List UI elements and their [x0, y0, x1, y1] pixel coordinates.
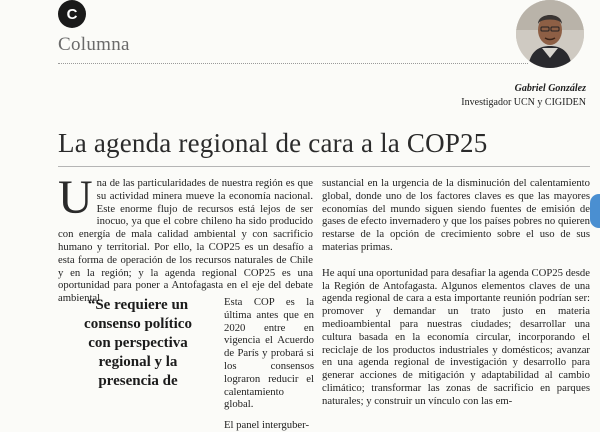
author-name: Gabriel González	[514, 83, 586, 94]
article-left-column	[58, 171, 313, 305]
intro-text: na de las particularidades de nuestra región es que su actividad minera mueve la economía nacional. Este enorme flujo de recursos está lejos de ser inocuo, ya que el cobre chileno ha sido producido con energía de mala calidad ambiental y con sacrificio humano y territorial. Por ello, la COP25 es un desafío a esta forma de operación de los recursos naturales de Chile y en la región; y la agenda regional COP25 es una oportunidad para poner a Antofagasta en el eje del debate ambiental.	[58, 177, 313, 305]
intro-paragraph	[58, 171, 313, 305]
author-role: Investigador UCN y CIGIDEN	[461, 97, 586, 108]
article-title: La agenda regional de cara a la COP25	[58, 128, 488, 158]
section-label: Columna	[58, 34, 130, 55]
column-badge	[58, 0, 86, 28]
drop-cap: U	[58, 171, 93, 224]
header-divider	[58, 63, 528, 64]
author-byline	[461, 82, 586, 110]
side-scroll-tab[interactable]	[590, 194, 600, 228]
title-rule	[58, 166, 590, 167]
pull-quote: “Se requiere un consenso político con perspectiva regional y la presencia de	[84, 297, 192, 389]
author-portrait-image	[516, 0, 584, 68]
narrow-paragraph: Esta COP es la última antes que en 2020 entre en vigencia el Acuerdo de París y probará si los consensos lograron reducir el calentamiento global.	[224, 296, 314, 411]
narrow-column	[224, 296, 314, 432]
right-paragraph-2: He aquí una oportunidad para desafiar la agenda COP25 desde la Región de Antofagasta. Algunos elementos claves de una agenda regional de cara a esta importante reunión podrían ser: promover y demandar un trato justo en materia medioambiental para nuestras ciudades; desarrollar una cultura basada en la economía circular, incorporando el reciclaje de los productos industriales y domésticos; avanzar en una agenda regional de investigación y desarrollo para generar acciones de mitigación y adaptabilidad al cambio climático; transformar las zonas de sacrificio en parques naturales; y construir un vínculo con las em-	[322, 266, 590, 407]
narrow-paragraph-2: El panel interguber-	[224, 419, 310, 432]
author-photo	[516, 0, 584, 68]
badge-letter: C	[66, 5, 78, 23]
right-paragraph-1: sustancial en la urgencia de la disminución del calentamiento global, donde uno de los factores claves es que las mayores economías del mundo siguen siendo fuentes de emisión de gases de efecto invernadero y que los países pobres no quieren restarse de la opción de crecimiento sobre el uso de sus materias primas.	[322, 177, 590, 253]
article-right-column	[322, 177, 590, 408]
